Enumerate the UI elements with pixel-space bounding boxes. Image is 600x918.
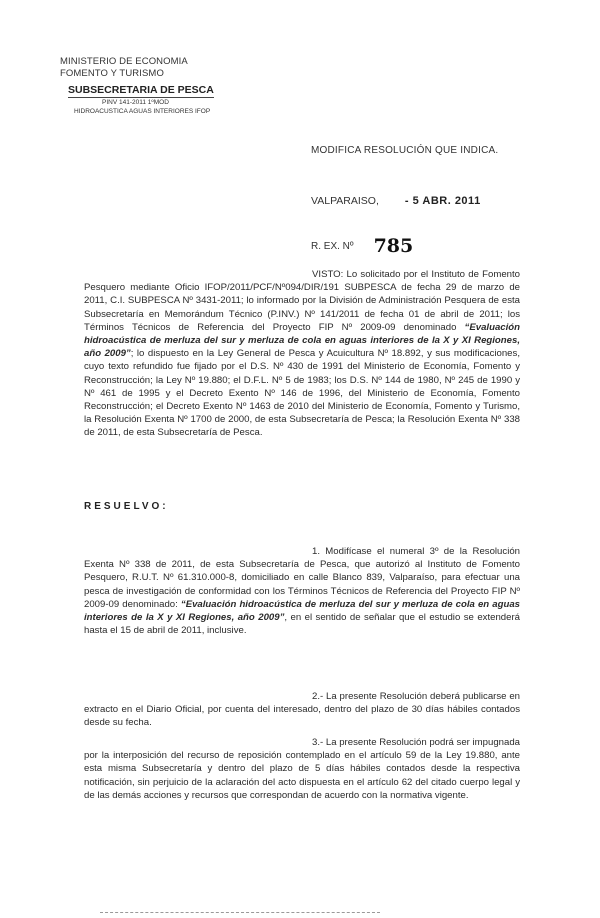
visto-text-2: ; lo dispuesto en la Ley General de Pesca y Acuicultura Nº 18.892, y sus modificaciones, cuyo texto refundido fue fijado por el D.S. Nº 430 de 1991 del Ministerio de Economía, Fomento y Reconstrucción; la Ley Nº 19.880; el D.F.L. Nº 5 de 1983; los D.S. Nº 144 de 1980, Nº 245 de 1990 y Nº 461 de 1995 y el Decreto Exento Nº 146 de 1996, del Ministerio de Economía, Fomento Reconstrucción; el Decreto Exento Nº 1463 de 2010 del Ministerio de Economía, Fomento y Turismo, la Resolución Exenta Nº 1700 de 2000, de esta Subsecretaría de Pesca; la Resolución Exenta Nº 338 de 2011, de esta Subsecretaría de Pesca.: [84, 348, 520, 439]
ministry-line-2: FOMENTO Y TURISMO: [60, 68, 164, 79]
reference-line-1: PINV 141-2011 1ºMOD: [102, 99, 169, 106]
ministry-line-1: MINISTERIO DE ECONOMIA: [60, 56, 188, 67]
letterhead: [60, 56, 300, 116]
date-stamp: - 5 ABR. 2011: [404, 195, 481, 207]
visto-paragraph: [84, 268, 520, 440]
footer-rule: [100, 912, 380, 913]
p1-project-title: “Evaluación hidroacústica de merluza del sur y merluza de cola en aguas interiores de la X y XI Regiones, año 2009”: [84, 598, 520, 624]
resolution-paragraph-1: [84, 545, 520, 637]
resuelvo-heading: RESUELVO:: [84, 501, 169, 512]
project-title: “Evaluación hidroacústica de merluza del sur y merluza de cola en aguas interiores de la X y XI Regiones, año 2009”: [84, 321, 520, 360]
visto-label: VISTO:: [312, 269, 344, 280]
p1-text-1: 1. Modifícase el numeral 3º de la Resolución Exenta Nº 338 de 2011, de esta Subsecretaría de Pesca, que autorizó al Instituto de Fomento Pesquero, R.U.T. Nº 61.310.000-8, domiciliado en calle Blanco 839, Valparaíso, para efectuar una pesca de investigación de conformidad con los Términos Técnicos de Referencia del Proyecto FIP Nº 2009-09 denominado:: [84, 546, 520, 610]
rex-label: R. EX. Nº: [311, 241, 354, 252]
p1-text-2: , en el sentido de señalar que el estudio se extenderá hasta el 15 de abril de 2011, inclusive.: [84, 612, 520, 637]
rex-number: 785: [373, 235, 414, 257]
place-date: [311, 195, 481, 207]
subject-line: MODIFICA RESOLUCIÓN QUE INDICA.: [311, 145, 499, 156]
office-name: SUBSECRETARIA DE PESCA: [68, 84, 214, 96]
place-name: VALPARAISO,: [311, 195, 379, 207]
resolution-paragraph-3: 3.- La presente Resolución podrá ser impugnada por la interposición del recurso de reposición contemplado en el artículo 59 de la Ley 19.880, ante esta misma Subsecretaría y dentro del plazo de 5 días hábiles contados desde la respectiva notificación, sin perjuicio de la aclaración del acto dispuesta en el artículo 62 del citado cuerpo legal y de las demás acciones y recursos que correspondan de acuerdo con la normativa vigente.: [84, 737, 520, 801]
visto-text-1: Lo solicitado por el Instituto de Fomento Pesquero mediante Oficio IFOP/2011/PCF/Nº094/DIR/191 SUBPESCA de fecha 29 de marzo de 2011, C.I. SUBPESCA Nº 3431-2011; lo informado por la División de Administración Pesquera de esta Subsecretaría en Memorándum Técnico (P.INV.) Nº 141/2011 de fecha 01 de abril de 2011; los Términos Técnicos de Referencia del Proyecto FIP Nº 2009-09 denominado: [84, 269, 520, 333]
reference-line-2: HIDROACUSTICA AGUAS INTERIORES IFOP: [74, 108, 211, 115]
resolution-paragraph-2: 2.- La presente Resolución deberá publicarse en extracto en el Diario Oficial, por cuenta del interesado, dentro del plazo de 30 días hábiles contados desde su fecha.: [84, 691, 520, 729]
resolution-number: [311, 235, 413, 257]
